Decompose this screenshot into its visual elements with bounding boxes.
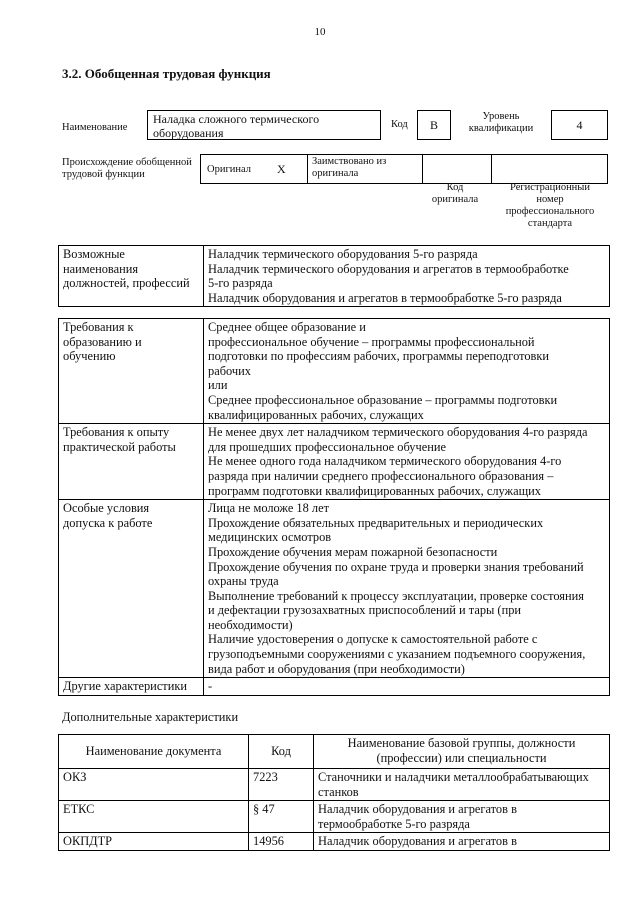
origin-label-line: трудовой функции <box>62 169 145 180</box>
borrowed-label-line: Заимствовано из <box>312 156 387 167</box>
original-label: Оригинал <box>207 164 251 175</box>
cell-code: 7223 <box>249 769 314 801</box>
code-label: Код <box>391 119 408 130</box>
cell-doc: ЕТКС <box>59 801 249 833</box>
label-line: Требования к <box>63 320 134 334</box>
table-row <box>59 801 610 833</box>
header-doc: Наименование документа <box>59 735 249 769</box>
cell-doc: ОКПДТР <box>59 833 249 851</box>
table-row <box>59 319 610 424</box>
cell-name-line: Наладчик оборудования и агрегатов в <box>318 834 517 849</box>
label-line: практической работы <box>63 439 176 454</box>
requirement-value-cell <box>204 500 610 678</box>
header-name <box>314 735 610 769</box>
value-line: Выполнение требований к процессу эксплуатации, проверке состояния <box>208 588 584 603</box>
reg-number-caption <box>495 182 605 230</box>
code-original-line: оригинала <box>431 194 479 205</box>
header-code: Код <box>249 735 314 769</box>
level-value: 4 <box>576 118 583 132</box>
cell-name <box>314 769 610 801</box>
requirement-label-cell <box>59 424 204 500</box>
positions-label-cell <box>59 246 204 307</box>
label-line: Другие характеристики <box>63 679 188 694</box>
name-value-box <box>147 110 381 140</box>
cell-name-line: Станочники и наладчики металлообрабатывающих <box>318 770 589 784</box>
label-line: наименования <box>63 261 139 276</box>
cell-name-line: термообработке 5-го разряда <box>318 816 470 831</box>
value-line: и дефектации грузозахватных приспособлений и тары (при <box>208 603 522 618</box>
cell-name <box>314 833 610 851</box>
origin-label <box>62 157 192 181</box>
table-row <box>59 833 610 851</box>
level-label-line: Уровень <box>482 111 520 122</box>
value-line: медицинских осмотров <box>208 530 332 545</box>
value-line: Наладчик оборудования и агрегатов в термообработке 5-го разряда <box>208 290 562 305</box>
label-line: образованию и <box>63 334 142 349</box>
origin-divider <box>422 155 423 183</box>
label-line: Возможные <box>63 247 125 261</box>
table-row <box>59 246 610 307</box>
value-line: разряда при наличии среднего профессионального образования – <box>208 468 554 483</box>
value-line: Среднее общее образование и <box>208 320 366 334</box>
value-line: программ подготовки квалифицированных рабочих, служащих <box>208 483 541 498</box>
code-value-box <box>417 110 451 140</box>
label-line: допуска к работе <box>63 515 153 530</box>
value-line: Среднее профессиональное образование – программы подготовки <box>208 392 558 407</box>
requirement-label-cell <box>59 500 204 678</box>
cell-name-line: Наладчик оборудования и агрегатов в <box>318 802 517 817</box>
value-line: рабочих <box>208 363 251 378</box>
reg-number-line: стандарта <box>527 218 573 229</box>
borrowed-label-line: оригинала <box>312 168 359 179</box>
name-value-line: оборудования <box>153 126 224 140</box>
value-line: грузоподъемными сооружениями с указанием подъемного сооружения, <box>208 647 586 662</box>
value-line: 5-го разряда <box>208 276 273 291</box>
code-value: B <box>429 118 438 132</box>
table-header-row <box>59 735 610 769</box>
requirement-label-cell <box>59 678 204 696</box>
cell-code: 14956 <box>249 833 314 851</box>
header-name-line: Наименование базовой группы, должности <box>347 736 576 750</box>
positions-value-cell <box>204 246 610 307</box>
level-label <box>455 111 547 135</box>
table-row <box>59 769 610 801</box>
reg-number-line: профессионального <box>505 206 595 217</box>
value-line: для прошедших профессиональное обучение <box>208 439 446 454</box>
value-line: вида работ и оборудования (при необходимости) <box>208 661 465 676</box>
header-name-line: (профессии) или специальности <box>376 750 547 765</box>
origin-row <box>200 154 608 184</box>
code-original-caption <box>420 182 490 206</box>
value-line: Лица не моложе 18 лет <box>208 501 330 516</box>
cell-doc: ОКЗ <box>59 769 249 801</box>
value-line: Прохождение обучения по охране труда и проверки знания требований <box>208 559 584 574</box>
cell-name-line: станков <box>318 784 359 799</box>
table-row <box>59 500 610 678</box>
additional-title: Дополнительные характеристики <box>62 710 239 724</box>
label-line: Особые условия <box>63 501 150 516</box>
label-line: обучению <box>63 349 116 364</box>
value-line: необходимости) <box>208 617 293 632</box>
section-title: 3.2. Обобщенная трудовая функция <box>62 66 271 81</box>
reg-number-line: Регистрационный <box>510 182 590 193</box>
value-line: Не менее одного года наладчиком термического оборудования 4-го <box>208 454 562 469</box>
requirement-label-cell <box>59 319 204 424</box>
borrowed-label <box>312 156 386 180</box>
table-row <box>59 678 610 696</box>
requirement-value-cell <box>204 319 610 424</box>
requirement-value-cell <box>204 678 610 696</box>
value-line: Наличие удостоверения о допуске к самостоятельной работе с <box>208 632 538 647</box>
requirement-value-cell <box>204 424 610 500</box>
origin-label-line: Происхождение обобщенной <box>62 157 192 168</box>
origin-divider <box>491 155 492 183</box>
cell-code: § 47 <box>249 801 314 833</box>
value-line: профессиональное обучение – программы профессиональной <box>208 334 535 349</box>
name-value-line: Наладка сложного термического <box>153 112 320 126</box>
label-line: Требования к опыту <box>63 425 170 440</box>
value-line: - <box>208 679 213 694</box>
table-row <box>59 424 610 500</box>
code-original-line: Код <box>446 182 464 193</box>
value-line: Наладчик термического оборудования 5-го разряда <box>208 247 478 261</box>
level-value-box <box>551 110 608 140</box>
value-line: охраны труда <box>208 574 279 589</box>
label-line: должностей, профессий <box>63 276 190 291</box>
value-line: или <box>208 378 228 393</box>
cell-name <box>314 801 610 833</box>
additional-table <box>58 734 610 851</box>
requirements-table <box>58 318 610 696</box>
name-label: Наименование <box>62 122 128 133</box>
value-line: подготовки по профессиям рабочих, программы переподготовки <box>208 349 550 364</box>
value-line: Прохождение обучения мерам пожарной безопасности <box>208 544 498 559</box>
value-line: квалифицированных рабочих, служащих <box>208 407 424 422</box>
value-line: Не менее двух лет наладчиком термического оборудования 4-го разряда <box>208 425 588 440</box>
reg-number-line: номер <box>536 194 564 205</box>
level-label-line: квалификации <box>468 123 534 134</box>
original-mark: X <box>277 162 286 176</box>
value-line: Наладчик термического оборудования и агрегатов в термообработке <box>208 261 569 276</box>
origin-divider <box>307 155 308 183</box>
value-line: Прохождение обязательных предварительных и периодических <box>208 515 544 530</box>
page-number: 10 <box>314 26 326 38</box>
positions-table <box>58 245 610 307</box>
